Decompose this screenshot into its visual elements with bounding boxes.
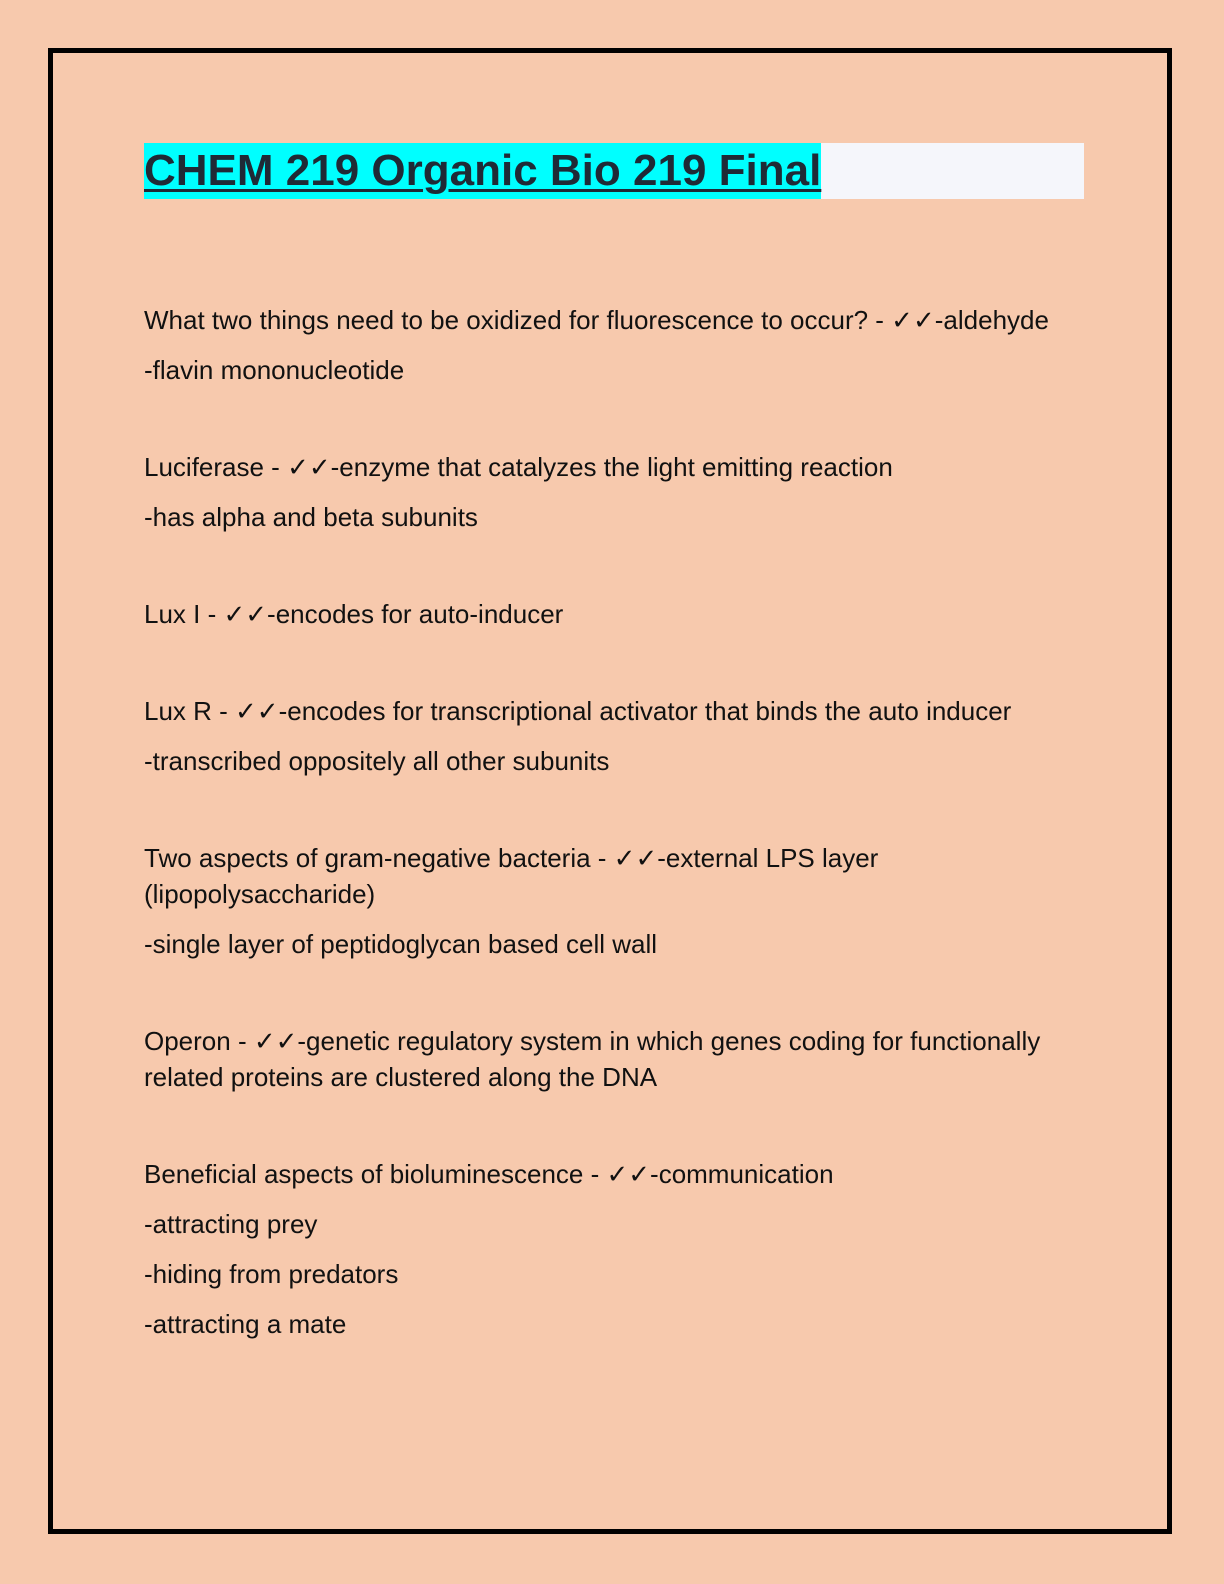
entry-line: -transcribed oppositely all other subunits	[144, 746, 610, 776]
entry-line: -attracting prey	[144, 1209, 318, 1239]
entry-line: -attracting a mate	[144, 1309, 347, 1339]
flashcard-entry	[144, 1023, 1084, 1095]
flashcard-entry	[144, 1156, 1084, 1342]
entry-line: -hiding from predators	[144, 1259, 399, 1289]
flashcard-entry	[144, 302, 1084, 388]
flashcard-entry	[144, 693, 1084, 779]
entry-line: Beneficial aspects of bioluminescence - ✓✓-communication	[144, 1159, 834, 1189]
entry-line: Two aspects of gram-negative bacteria - ✓✓-external LPS layer (lipopolysaccharide)	[144, 843, 879, 909]
page-title: CHEM 219 Organic Bio 219 Final	[144, 143, 821, 199]
entry-line: Operon - ✓✓-genetic regulatory system in which genes coding for functionally related proteins are clustered along the DNA	[144, 1026, 1041, 1092]
entry-line: Lux I - ✓✓-encodes for auto-inducer	[144, 599, 564, 629]
entry-line: Luciferase - ✓✓-enzyme that catalyzes the light emitting reaction	[144, 452, 893, 482]
entry-line: -has alpha and beta subunits	[144, 502, 478, 532]
flashcard-list	[144, 302, 1084, 1403]
title-bar	[144, 143, 1084, 199]
entry-line: Lux R - ✓✓-encodes for transcriptional activator that binds the auto inducer	[144, 696, 1012, 726]
flashcard-entry	[144, 596, 1084, 632]
entry-line: -single layer of peptidoglycan based cell wall	[144, 929, 658, 959]
flashcard-entry	[144, 449, 1084, 535]
flashcard-entry	[144, 840, 1084, 962]
entry-line: -flavin mononucleotide	[144, 355, 405, 385]
entry-line: What two things need to be oxidized for fluorescence to occur? - ✓✓-aldehyde	[144, 305, 1049, 335]
